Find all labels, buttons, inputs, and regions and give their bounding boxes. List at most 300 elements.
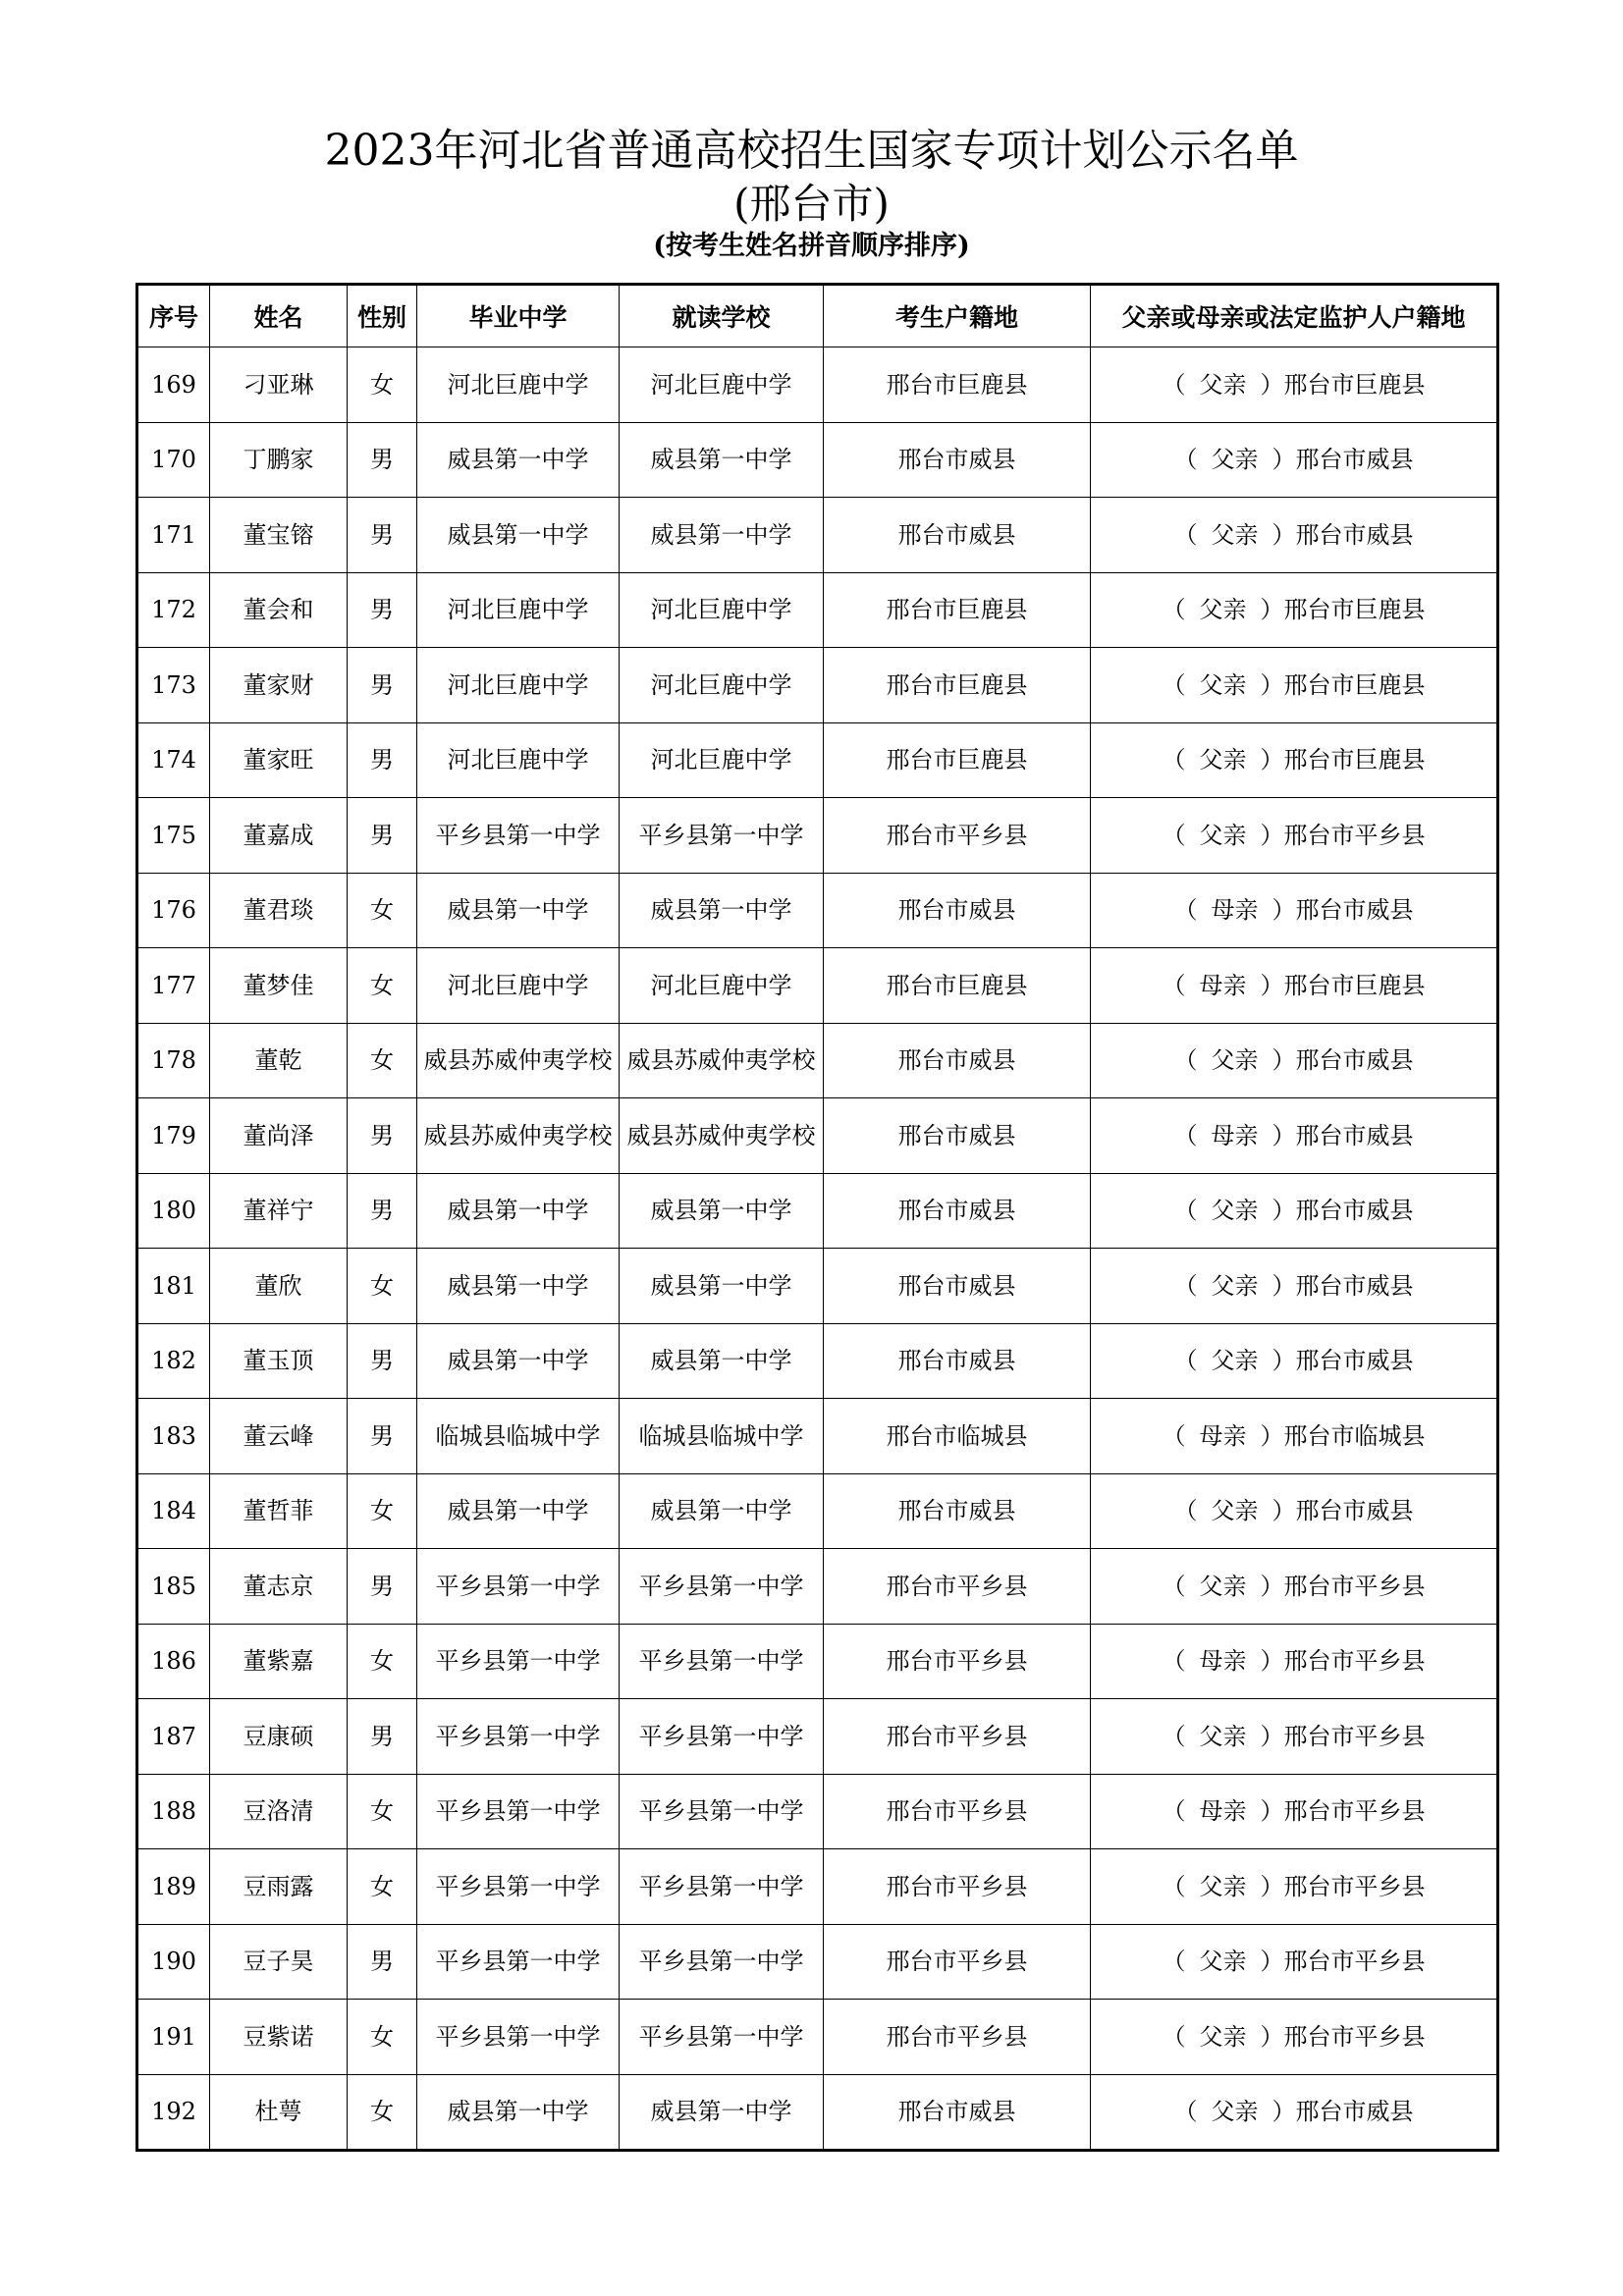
col-header-current-school: 就读学校 bbox=[620, 285, 824, 347]
guardian-relation: 母亲 bbox=[1199, 971, 1247, 999]
cell-guardian-hukou bbox=[1091, 422, 1498, 498]
cell-current-school: 临城县临城中学 bbox=[620, 1399, 824, 1474]
paren-close: ） bbox=[1271, 520, 1296, 549]
guardian-relation: 父亲 bbox=[1199, 1872, 1247, 1900]
guardian-place: 邢台市临城县 bbox=[1283, 1421, 1426, 1450]
cell-grad-school: 河北巨鹿中学 bbox=[417, 572, 620, 648]
table-row bbox=[137, 1473, 1498, 1549]
cell-no: 176 bbox=[137, 873, 210, 948]
cell-grad-school: 河北巨鹿中学 bbox=[417, 948, 620, 1024]
guardian-place: 邢台市平乡县 bbox=[1283, 1647, 1426, 1676]
cell-name: 董会和 bbox=[210, 572, 348, 648]
paren-close: ） bbox=[1271, 1497, 1296, 1525]
paren-open: （ bbox=[1162, 1948, 1186, 1976]
document-title: 2023年河北省普通高校招生国家专项计划公示名单 bbox=[324, 126, 1299, 176]
candidate-table bbox=[135, 283, 1499, 2152]
cell-grad-school: 平乡县第一中学 bbox=[417, 798, 620, 874]
paren-open: （ bbox=[1173, 1347, 1198, 1375]
guardian-place: 邢台市巨鹿县 bbox=[1283, 670, 1426, 699]
cell-hukou: 邢台市平乡县 bbox=[824, 1699, 1091, 1775]
cell-guardian-hukou bbox=[1091, 1624, 1498, 1699]
cell-name: 董欣 bbox=[210, 1249, 348, 1324]
cell-no: 171 bbox=[137, 498, 210, 573]
cell-hukou: 邢台市威县 bbox=[824, 873, 1091, 948]
paren-close: ） bbox=[1260, 1421, 1284, 1450]
cell-guardian-hukou bbox=[1091, 498, 1498, 573]
cell-no: 186 bbox=[137, 1624, 210, 1699]
guardian-relation: 母亲 bbox=[1199, 1647, 1247, 1676]
cell-current-school: 平乡县第一中学 bbox=[620, 1624, 824, 1699]
cell-hukou: 邢台市威县 bbox=[824, 422, 1091, 498]
guardian-place: 邢台市威县 bbox=[1295, 1197, 1414, 1225]
cell-hukou: 邢台市巨鹿县 bbox=[824, 572, 1091, 648]
cell-current-school: 威县第一中学 bbox=[620, 422, 824, 498]
cell-gender: 女 bbox=[348, 347, 417, 423]
paren-open: （ bbox=[1173, 446, 1198, 474]
table-row bbox=[137, 798, 1498, 874]
cell-hukou: 邢台市威县 bbox=[824, 1023, 1091, 1098]
table-row bbox=[137, 2074, 1498, 2151]
cell-no: 173 bbox=[137, 648, 210, 723]
paren-open: （ bbox=[1173, 1046, 1198, 1075]
cell-no: 178 bbox=[137, 1023, 210, 1098]
table-row bbox=[137, 873, 1498, 948]
cell-guardian-hukou bbox=[1091, 1849, 1498, 1925]
guardian-place: 邢台市平乡县 bbox=[1283, 2022, 1426, 2051]
cell-no: 175 bbox=[137, 798, 210, 874]
col-header-hukou: 考生户籍地 bbox=[824, 285, 1091, 347]
guardian-relation: 父亲 bbox=[1199, 821, 1247, 849]
cell-hukou: 邢台市平乡县 bbox=[824, 1774, 1091, 1849]
guardian-relation: 父亲 bbox=[1199, 596, 1247, 624]
cell-gender: 男 bbox=[348, 1098, 417, 1174]
table-row bbox=[137, 1849, 1498, 1925]
cell-hukou: 邢台市威县 bbox=[824, 498, 1091, 573]
cell-current-school: 平乡县第一中学 bbox=[620, 1699, 824, 1775]
guardian-relation: 父亲 bbox=[1199, 370, 1247, 399]
cell-current-school: 河北巨鹿中学 bbox=[620, 572, 824, 648]
paren-close: ） bbox=[1271, 1121, 1296, 1149]
cell-hukou: 邢台市巨鹿县 bbox=[824, 948, 1091, 1024]
cell-gender: 男 bbox=[348, 1399, 417, 1474]
col-header-grad-school: 毕业中学 bbox=[417, 285, 620, 347]
cell-no: 177 bbox=[137, 948, 210, 1024]
cell-name: 董云峰 bbox=[210, 1399, 348, 1474]
cell-name: 董家旺 bbox=[210, 722, 348, 798]
cell-current-school: 威县苏威仲夷学校 bbox=[620, 1023, 824, 1098]
table-row bbox=[137, 347, 1498, 423]
table-row bbox=[137, 1023, 1498, 1098]
table-row bbox=[137, 498, 1498, 573]
cell-hukou: 邢台市威县 bbox=[824, 1249, 1091, 1324]
cell-current-school: 威县第一中学 bbox=[620, 1249, 824, 1324]
table-header-row bbox=[137, 285, 1498, 347]
paren-close: ） bbox=[1271, 2098, 1296, 2126]
cell-name: 董志京 bbox=[210, 1549, 348, 1625]
paren-close: ） bbox=[1271, 446, 1296, 474]
cell-guardian-hukou bbox=[1091, 1173, 1498, 1249]
cell-no: 179 bbox=[137, 1098, 210, 1174]
cell-grad-school: 河北巨鹿中学 bbox=[417, 648, 620, 723]
table-row bbox=[137, 1173, 1498, 1249]
cell-no: 190 bbox=[137, 1924, 210, 2000]
table-row bbox=[137, 722, 1498, 798]
cell-no: 183 bbox=[137, 1399, 210, 1474]
cell-guardian-hukou bbox=[1091, 722, 1498, 798]
paren-open: （ bbox=[1162, 1421, 1186, 1450]
cell-current-school: 平乡县第一中学 bbox=[620, 798, 824, 874]
cell-hukou: 邢台市威县 bbox=[824, 1323, 1091, 1399]
table-row bbox=[137, 1323, 1498, 1399]
cell-grad-school: 威县第一中学 bbox=[417, 1323, 620, 1399]
cell-current-school: 威县第一中学 bbox=[620, 1323, 824, 1399]
paren-open: （ bbox=[1162, 670, 1186, 699]
table-row bbox=[137, 422, 1498, 498]
table-row bbox=[137, 948, 1498, 1024]
cell-no: 191 bbox=[137, 2000, 210, 2075]
cell-hukou: 邢台市平乡县 bbox=[824, 1924, 1091, 2000]
guardian-place: 邢台市威县 bbox=[1295, 1271, 1414, 1300]
cell-gender: 女 bbox=[348, 1624, 417, 1699]
cell-gender: 男 bbox=[348, 798, 417, 874]
guardian-relation: 父亲 bbox=[1199, 670, 1247, 699]
cell-guardian-hukou bbox=[1091, 1924, 1498, 2000]
cell-hukou: 邢台市巨鹿县 bbox=[824, 722, 1091, 798]
cell-grad-school: 平乡县第一中学 bbox=[417, 1924, 620, 2000]
guardian-place: 邢台市平乡县 bbox=[1283, 1948, 1426, 1976]
cell-grad-school: 威县第一中学 bbox=[417, 1249, 620, 1324]
cell-grad-school: 平乡县第一中学 bbox=[417, 1549, 620, 1625]
cell-hukou: 邢台市威县 bbox=[824, 2074, 1091, 2151]
cell-current-school: 河北巨鹿中学 bbox=[620, 648, 824, 723]
guardian-place: 邢台市威县 bbox=[1295, 1046, 1414, 1075]
paren-open: （ bbox=[1162, 1722, 1186, 1750]
cell-grad-school: 威县苏威仲夷学校 bbox=[417, 1023, 620, 1098]
paren-open: （ bbox=[1162, 1797, 1186, 1826]
cell-guardian-hukou bbox=[1091, 873, 1498, 948]
cell-name: 豆紫诺 bbox=[210, 2000, 348, 2075]
cell-guardian-hukou bbox=[1091, 1549, 1498, 1625]
guardian-place: 邢台市威县 bbox=[1295, 896, 1414, 925]
guardian-relation: 父亲 bbox=[1199, 1722, 1247, 1750]
paren-open: （ bbox=[1162, 1572, 1186, 1600]
cell-grad-school: 威县第一中学 bbox=[417, 498, 620, 573]
guardian-relation: 父亲 bbox=[1211, 1497, 1259, 1525]
paren-close: ） bbox=[1260, 1872, 1284, 1900]
cell-grad-school: 平乡县第一中学 bbox=[417, 2000, 620, 2075]
paren-open: （ bbox=[1173, 1271, 1198, 1300]
cell-name: 董紫嘉 bbox=[210, 1624, 348, 1699]
cell-current-school: 河北巨鹿中学 bbox=[620, 948, 824, 1024]
cell-grad-school: 河北巨鹿中学 bbox=[417, 347, 620, 423]
document-subtitle: (邢台市) bbox=[733, 180, 890, 228]
paren-close: ） bbox=[1260, 1722, 1284, 1750]
cell-gender: 男 bbox=[348, 1924, 417, 2000]
guardian-place: 邢台市威县 bbox=[1295, 1347, 1414, 1375]
paren-close: ） bbox=[1260, 1572, 1284, 1600]
cell-hukou: 邢台市临城县 bbox=[824, 1399, 1091, 1474]
cell-guardian-hukou bbox=[1091, 1399, 1498, 1474]
guardian-place: 邢台市巨鹿县 bbox=[1283, 746, 1426, 774]
paren-open: （ bbox=[1162, 2022, 1186, 2051]
table-row bbox=[137, 2000, 1498, 2075]
cell-gender: 女 bbox=[348, 1023, 417, 1098]
guardian-place: 邢台市威县 bbox=[1295, 1497, 1414, 1525]
cell-gender: 女 bbox=[348, 2074, 417, 2151]
paren-open: （ bbox=[1173, 520, 1198, 549]
cell-hukou: 邢台市平乡县 bbox=[824, 1624, 1091, 1699]
paren-open: （ bbox=[1162, 1647, 1186, 1676]
guardian-place: 邢台市巨鹿县 bbox=[1283, 370, 1426, 399]
guardian-relation: 母亲 bbox=[1199, 1421, 1247, 1450]
guardian-place: 邢台市巨鹿县 bbox=[1283, 971, 1426, 999]
cell-grad-school: 威县第一中学 bbox=[417, 2074, 620, 2151]
cell-name: 董嘉成 bbox=[210, 798, 348, 874]
cell-grad-school: 临城县临城中学 bbox=[417, 1399, 620, 1474]
cell-gender: 女 bbox=[348, 1473, 417, 1549]
paren-open: （ bbox=[1162, 370, 1186, 399]
table-row bbox=[137, 648, 1498, 723]
cell-guardian-hukou bbox=[1091, 1323, 1498, 1399]
cell-guardian-hukou bbox=[1091, 572, 1498, 648]
paren-close: ） bbox=[1260, 370, 1284, 399]
cell-name: 刁亚琳 bbox=[210, 347, 348, 423]
table-body bbox=[137, 347, 1498, 2151]
cell-no: 185 bbox=[137, 1549, 210, 1625]
paren-open: （ bbox=[1162, 1872, 1186, 1900]
cell-hukou: 邢台市平乡县 bbox=[824, 2000, 1091, 2075]
table-row bbox=[137, 1549, 1498, 1625]
cell-grad-school: 威县第一中学 bbox=[417, 873, 620, 948]
table-row bbox=[137, 1399, 1498, 1474]
cell-name: 董哲菲 bbox=[210, 1473, 348, 1549]
cell-name: 董玉顶 bbox=[210, 1323, 348, 1399]
cell-no: 174 bbox=[137, 722, 210, 798]
cell-name: 董宝镕 bbox=[210, 498, 348, 573]
cell-grad-school: 威县第一中学 bbox=[417, 1173, 620, 1249]
cell-name: 豆子昊 bbox=[210, 1924, 348, 2000]
guardian-place: 邢台市平乡县 bbox=[1283, 1872, 1426, 1900]
paren-open: （ bbox=[1162, 746, 1186, 774]
cell-no: 189 bbox=[137, 1849, 210, 1925]
guardian-place: 邢台市巨鹿县 bbox=[1283, 596, 1426, 624]
paren-open: （ bbox=[1173, 2098, 1198, 2126]
guardian-relation: 父亲 bbox=[1211, 1046, 1259, 1075]
cell-name: 董家财 bbox=[210, 648, 348, 723]
guardian-relation: 父亲 bbox=[1211, 1347, 1259, 1375]
col-header-no: 序号 bbox=[137, 285, 210, 347]
guardian-place: 邢台市威县 bbox=[1295, 1121, 1414, 1149]
cell-name: 董乾 bbox=[210, 1023, 348, 1098]
guardian-place: 邢台市平乡县 bbox=[1283, 1572, 1426, 1600]
sort-note: (按考生姓名拼音顺序排序) bbox=[653, 231, 970, 261]
paren-close: ） bbox=[1260, 596, 1284, 624]
cell-grad-school: 河北巨鹿中学 bbox=[417, 722, 620, 798]
cell-hukou: 邢台市巨鹿县 bbox=[824, 648, 1091, 723]
cell-name: 豆洛清 bbox=[210, 1774, 348, 1849]
guardian-place: 邢台市平乡县 bbox=[1283, 1722, 1426, 1750]
paren-close: ） bbox=[1260, 821, 1284, 849]
cell-current-school: 威县苏威仲夷学校 bbox=[620, 1098, 824, 1174]
cell-current-school: 威县第一中学 bbox=[620, 1173, 824, 1249]
cell-no: 188 bbox=[137, 1774, 210, 1849]
cell-no: 169 bbox=[137, 347, 210, 423]
cell-guardian-hukou bbox=[1091, 798, 1498, 874]
cell-no: 172 bbox=[137, 572, 210, 648]
cell-guardian-hukou bbox=[1091, 1249, 1498, 1324]
cell-gender: 男 bbox=[348, 498, 417, 573]
guardian-relation: 父亲 bbox=[1211, 446, 1259, 474]
cell-hukou: 邢台市威县 bbox=[824, 1473, 1091, 1549]
cell-guardian-hukou bbox=[1091, 1023, 1498, 1098]
guardian-place: 邢台市威县 bbox=[1295, 446, 1414, 474]
cell-name: 董尚泽 bbox=[210, 1098, 348, 1174]
table-row bbox=[137, 1699, 1498, 1775]
cell-gender: 女 bbox=[348, 1249, 417, 1324]
cell-current-school: 平乡县第一中学 bbox=[620, 1774, 824, 1849]
paren-close: ） bbox=[1260, 1948, 1284, 1976]
guardian-relation: 父亲 bbox=[1211, 1197, 1259, 1225]
cell-guardian-hukou bbox=[1091, 2074, 1498, 2151]
guardian-place: 邢台市威县 bbox=[1295, 2098, 1414, 2126]
cell-gender: 男 bbox=[348, 572, 417, 648]
cell-grad-school: 威县第一中学 bbox=[417, 1473, 620, 1549]
cell-gender: 男 bbox=[348, 1699, 417, 1775]
cell-current-school: 威县第一中学 bbox=[620, 2074, 824, 2151]
table-row bbox=[137, 1249, 1498, 1324]
cell-name: 丁鹏家 bbox=[210, 422, 348, 498]
guardian-place: 邢台市平乡县 bbox=[1283, 821, 1426, 849]
cell-hukou: 邢台市平乡县 bbox=[824, 1849, 1091, 1925]
cell-no: 170 bbox=[137, 422, 210, 498]
guardian-relation: 父亲 bbox=[1199, 1572, 1247, 1600]
cell-name: 豆康硕 bbox=[210, 1699, 348, 1775]
table-row bbox=[137, 1624, 1498, 1699]
paren-open: （ bbox=[1173, 1197, 1198, 1225]
cell-grad-school: 平乡县第一中学 bbox=[417, 1624, 620, 1699]
cell-guardian-hukou bbox=[1091, 2000, 1498, 2075]
cell-name: 杜萼 bbox=[210, 2074, 348, 2151]
paren-open: （ bbox=[1173, 896, 1198, 925]
cell-current-school: 平乡县第一中学 bbox=[620, 1549, 824, 1625]
table-row bbox=[137, 1098, 1498, 1174]
paren-close: ） bbox=[1271, 1197, 1296, 1225]
guardian-relation: 父亲 bbox=[1211, 1271, 1259, 1300]
table-row bbox=[137, 1774, 1498, 1849]
cell-guardian-hukou bbox=[1091, 1098, 1498, 1174]
cell-gender: 男 bbox=[348, 1549, 417, 1625]
cell-grad-school: 威县苏威仲夷学校 bbox=[417, 1098, 620, 1174]
paren-close: ） bbox=[1260, 1797, 1284, 1826]
cell-name: 董君琰 bbox=[210, 873, 348, 948]
cell-guardian-hukou bbox=[1091, 1699, 1498, 1775]
cell-hukou: 邢台市威县 bbox=[824, 1173, 1091, 1249]
guardian-relation: 父亲 bbox=[1199, 746, 1247, 774]
table-row bbox=[137, 1924, 1498, 2000]
paren-close: ） bbox=[1271, 1347, 1296, 1375]
cell-hukou: 邢台市平乡县 bbox=[824, 798, 1091, 874]
guardian-relation: 父亲 bbox=[1199, 2022, 1247, 2051]
cell-grad-school: 平乡县第一中学 bbox=[417, 1774, 620, 1849]
paren-close: ） bbox=[1260, 1647, 1284, 1676]
cell-gender: 女 bbox=[348, 2000, 417, 2075]
cell-gender: 女 bbox=[348, 1774, 417, 1849]
cell-name: 董祥宁 bbox=[210, 1173, 348, 1249]
paren-open: （ bbox=[1162, 971, 1186, 999]
cell-grad-school: 威县第一中学 bbox=[417, 422, 620, 498]
paren-close: ） bbox=[1260, 670, 1284, 699]
guardian-relation: 母亲 bbox=[1211, 896, 1259, 925]
col-header-name: 姓名 bbox=[210, 285, 348, 347]
cell-no: 187 bbox=[137, 1699, 210, 1775]
cell-grad-school: 平乡县第一中学 bbox=[417, 1699, 620, 1775]
paren-close: ） bbox=[1271, 1271, 1296, 1300]
cell-gender: 男 bbox=[348, 1323, 417, 1399]
cell-hukou: 邢台市巨鹿县 bbox=[824, 347, 1091, 423]
paren-close: ） bbox=[1271, 1046, 1296, 1075]
cell-no: 180 bbox=[137, 1173, 210, 1249]
col-header-gender: 性别 bbox=[348, 285, 417, 347]
paren-open: （ bbox=[1162, 821, 1186, 849]
cell-current-school: 平乡县第一中学 bbox=[620, 1849, 824, 1925]
cell-guardian-hukou bbox=[1091, 948, 1498, 1024]
paren-close: ） bbox=[1260, 2022, 1284, 2051]
cell-current-school: 威县第一中学 bbox=[620, 873, 824, 948]
cell-current-school: 河北巨鹿中学 bbox=[620, 722, 824, 798]
guardian-relation: 父亲 bbox=[1211, 520, 1259, 549]
guardian-relation: 父亲 bbox=[1199, 1948, 1247, 1976]
table-row bbox=[137, 572, 1498, 648]
cell-hukou: 邢台市平乡县 bbox=[824, 1549, 1091, 1625]
guardian-relation: 母亲 bbox=[1199, 1797, 1247, 1826]
guardian-place: 邢台市平乡县 bbox=[1283, 1797, 1426, 1826]
cell-current-school: 平乡县第一中学 bbox=[620, 2000, 824, 2075]
cell-no: 192 bbox=[137, 2074, 210, 2151]
cell-gender: 女 bbox=[348, 948, 417, 1024]
cell-no: 182 bbox=[137, 1323, 210, 1399]
paren-close: ） bbox=[1271, 896, 1296, 925]
col-header-guardian-hukou: 父亲或母亲或法定监护人户籍地 bbox=[1091, 285, 1498, 347]
cell-guardian-hukou bbox=[1091, 648, 1498, 723]
cell-gender: 男 bbox=[348, 1173, 417, 1249]
cell-current-school: 河北巨鹿中学 bbox=[620, 347, 824, 423]
paren-close: ） bbox=[1260, 746, 1284, 774]
cell-current-school: 威县第一中学 bbox=[620, 498, 824, 573]
cell-guardian-hukou bbox=[1091, 1473, 1498, 1549]
guardian-relation: 父亲 bbox=[1211, 2098, 1259, 2126]
guardian-relation: 母亲 bbox=[1211, 1121, 1259, 1149]
cell-name: 董梦佳 bbox=[210, 948, 348, 1024]
cell-gender: 男 bbox=[348, 422, 417, 498]
cell-gender: 男 bbox=[348, 648, 417, 723]
cell-current-school: 平乡县第一中学 bbox=[620, 1924, 824, 2000]
cell-gender: 女 bbox=[348, 873, 417, 948]
paren-open: （ bbox=[1173, 1497, 1198, 1525]
cell-guardian-hukou bbox=[1091, 1774, 1498, 1849]
guardian-place: 邢台市威县 bbox=[1295, 520, 1414, 549]
paren-open: （ bbox=[1162, 596, 1186, 624]
cell-name: 豆雨露 bbox=[210, 1849, 348, 1925]
paren-close: ） bbox=[1260, 971, 1284, 999]
paren-open: （ bbox=[1173, 1121, 1198, 1149]
cell-hukou: 邢台市威县 bbox=[824, 1098, 1091, 1174]
cell-current-school: 威县第一中学 bbox=[620, 1473, 824, 1549]
cell-gender: 女 bbox=[348, 1849, 417, 1925]
cell-no: 181 bbox=[137, 1249, 210, 1324]
cell-no: 184 bbox=[137, 1473, 210, 1549]
cell-grad-school: 平乡县第一中学 bbox=[417, 1849, 620, 1925]
cell-guardian-hukou bbox=[1091, 347, 1498, 423]
